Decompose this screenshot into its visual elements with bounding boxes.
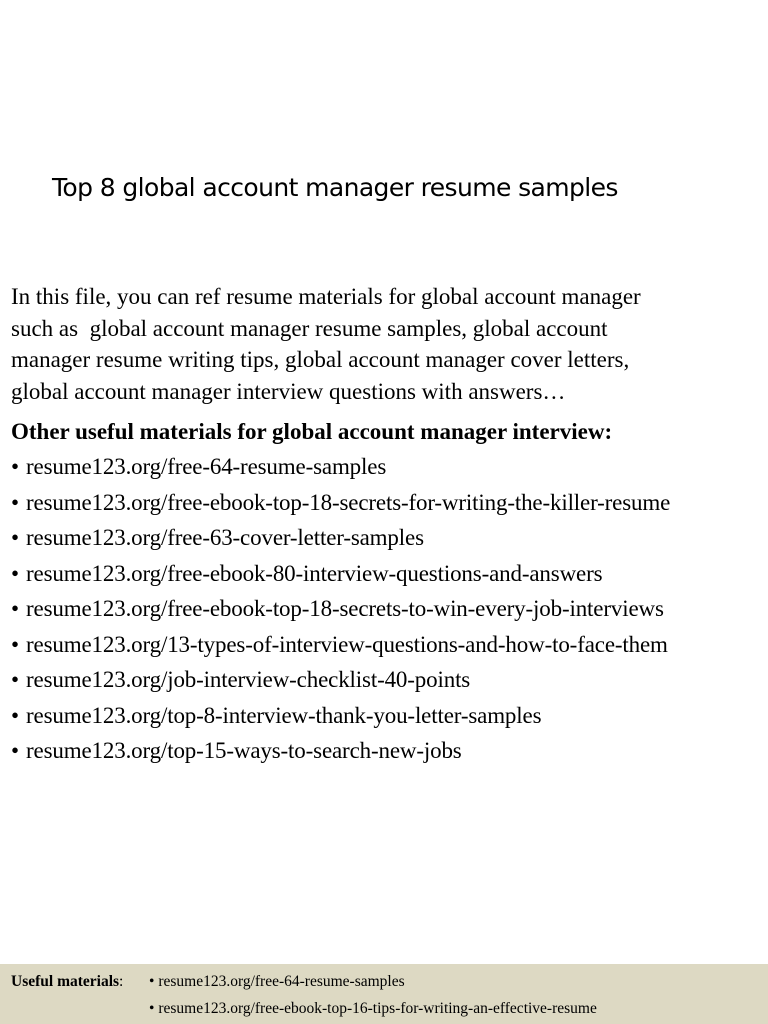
intro-line: global account manager interview questions with answers…: [11, 378, 566, 404]
footer-link[interactable]: resume123.org/free-64-resume-samples: [158, 973, 405, 990]
bullet-icon: •: [149, 1000, 155, 1017]
intro-line: manager resume writing tips, global account manager cover letters,: [11, 347, 630, 372]
list-item: [11, 662, 761, 698]
bullet-icon: •: [11, 525, 19, 550]
bullet-icon: •: [11, 596, 19, 621]
bullet-icon: •: [149, 973, 155, 990]
material-link[interactable]: resume123.org/free-ebook-80-interview-questions-and-answers: [26, 560, 603, 586]
intro-line: such as global account manager resume samples, global account: [11, 315, 608, 341]
footer-item: [149, 968, 405, 995]
footer-bar: [0, 964, 768, 1024]
slide-title: Top 8 global account manager resume samples: [52, 173, 618, 202]
material-link[interactable]: resume123.org/free-64-resume-samples: [26, 454, 387, 479]
bullet-icon: •: [11, 702, 19, 728]
list-item: [11, 591, 761, 627]
material-link[interactable]: resume123.org/free-ebook-top-18-secrets-to-win-every-job-interviews: [26, 596, 664, 621]
list-item: [11, 733, 761, 769]
bullet-icon: •: [11, 560, 19, 586]
materials-list: [11, 449, 761, 769]
material-link[interactable]: resume123.org/13-types-of-interview-questions-and-how-to-face-them: [26, 631, 668, 657]
footer-link[interactable]: resume123.org/free-ebook-top-16-tips-for-writing-an-effective-resume: [158, 1000, 597, 1017]
bullet-icon: •: [11, 631, 19, 657]
footer-label-text: Useful materials: [11, 973, 120, 990]
bullet-icon: •: [11, 667, 19, 692]
intro-paragraph: [11, 281, 761, 407]
list-item: [11, 698, 761, 734]
material-link[interactable]: resume123.org/top-15-ways-to-search-new-jobs: [26, 738, 462, 763]
bullet-icon: •: [11, 454, 19, 479]
intro-line: In this file, you can ref resume materials for global account manager: [11, 284, 641, 309]
bullet-icon: •: [11, 738, 19, 763]
list-item: [11, 627, 761, 663]
list-item: [11, 520, 761, 556]
footer-label: [11, 968, 123, 995]
material-link[interactable]: resume123.org/job-interview-checklist-40-points: [26, 667, 471, 692]
materials-heading: Other useful materials for global account manager interview:: [11, 419, 613, 444]
list-item: [11, 449, 761, 485]
material-link[interactable]: resume123.org/free-ebook-top-18-secrets-for-writing-the-killer-resume: [26, 489, 671, 515]
list-item: [11, 556, 761, 592]
footer-item: [149, 995, 597, 1022]
footer-label-separator: :: [119, 973, 124, 990]
material-link[interactable]: resume123.org/free-63-cover-letter-samples: [26, 525, 424, 550]
body-text: [11, 281, 761, 769]
material-link[interactable]: resume123.org/top-8-interview-thank-you-letter-samples: [26, 702, 542, 728]
list-item: [11, 485, 761, 521]
bullet-icon: •: [11, 489, 19, 515]
